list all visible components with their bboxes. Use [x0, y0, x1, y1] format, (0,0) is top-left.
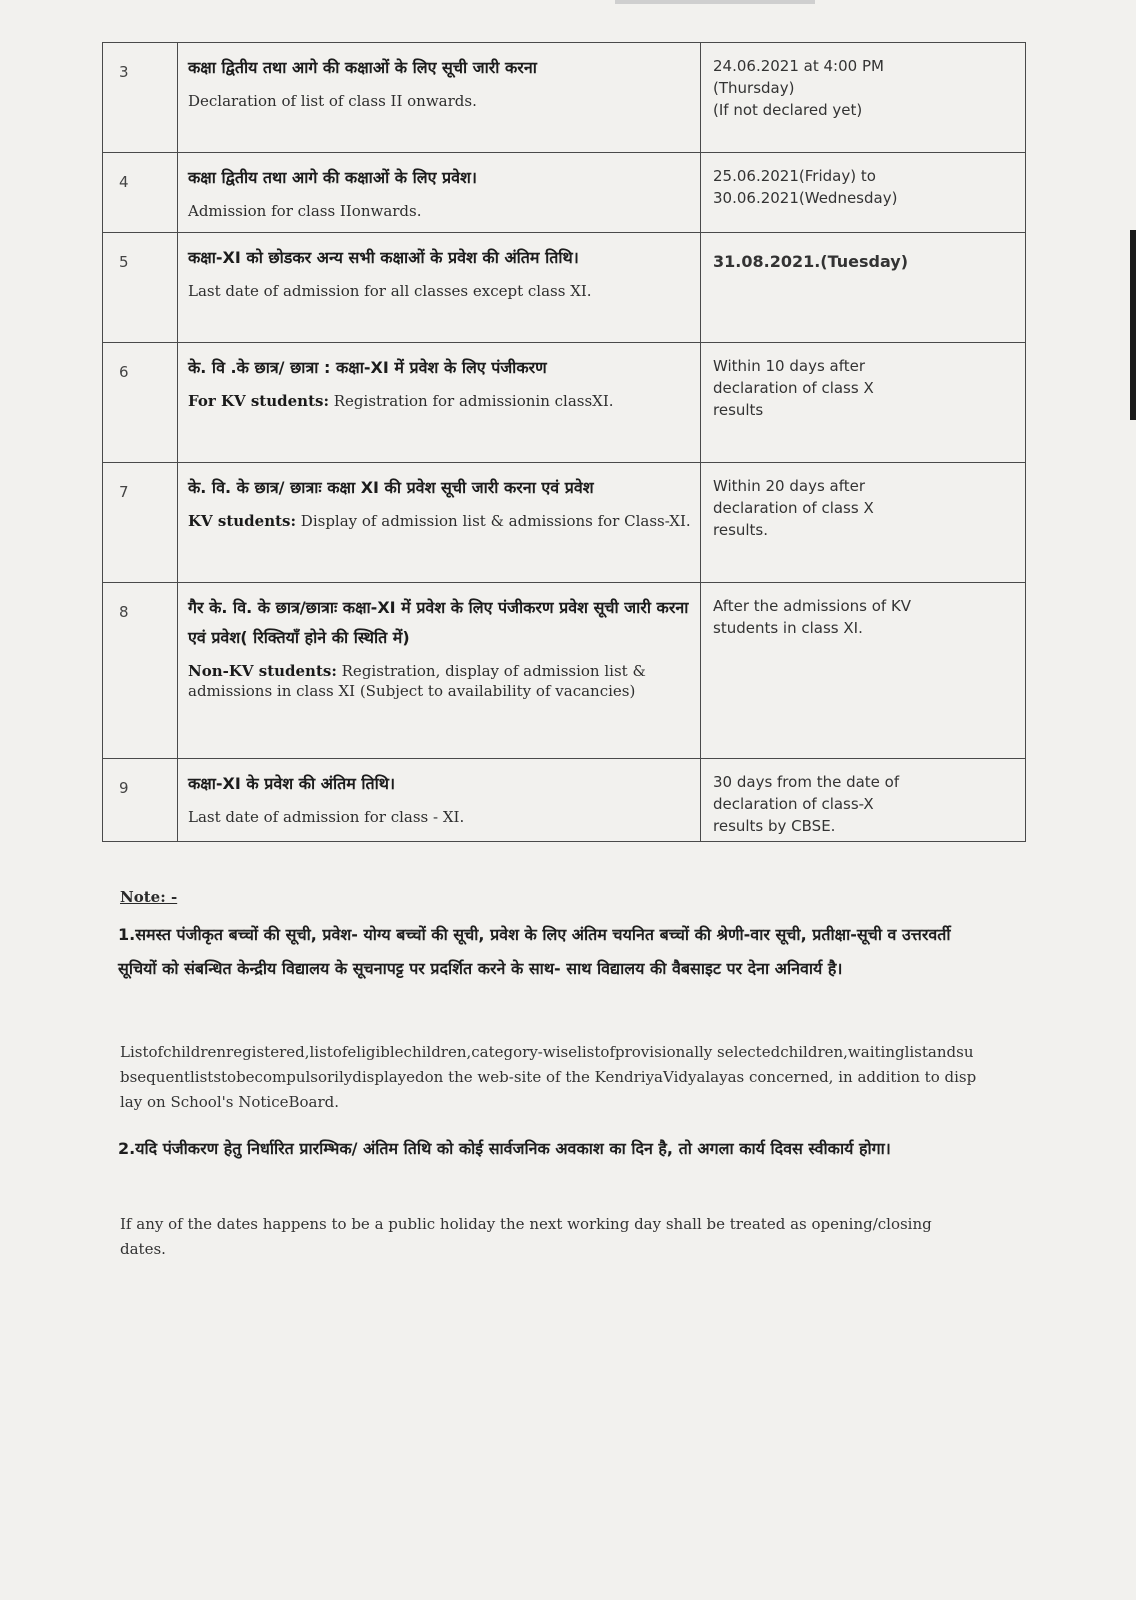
- row-date: [701, 583, 1026, 759]
- date-line: Within 10 days after: [713, 357, 866, 375]
- row-date: [701, 233, 1026, 343]
- row-number: 7: [103, 463, 178, 583]
- date-line: students in class XI.: [713, 619, 863, 637]
- row-date: [701, 153, 1026, 233]
- activity-english: [188, 201, 692, 221]
- activity-hindi: के. वि. के छात्र/ छात्राः कक्षा XI की प्रवेश सूची जारी करना एवं प्रवेश: [188, 478, 594, 497]
- schedule-row: [103, 233, 1026, 343]
- schedule-row: [103, 343, 1026, 463]
- row-number: 3: [103, 43, 178, 153]
- activity-english-text: Registration for admissionin classXI.: [328, 392, 614, 410]
- activity-english-label: For KV students:: [188, 392, 329, 410]
- schedule-row: [103, 583, 1026, 759]
- row-number: 9: [103, 759, 178, 842]
- activity-english-text: Last date of admission for all classes except class XI.: [188, 282, 592, 300]
- row-activity: [178, 233, 701, 343]
- activity-hindi: के. वि .के छात्र/ छात्रा : कक्षा-XI में प्रवेश के लिए पंजीकरण: [188, 358, 547, 377]
- activity-english: [188, 91, 692, 111]
- activity-english: [188, 661, 692, 701]
- row-date: [701, 759, 1026, 842]
- activity-hindi: कक्षा-XI को छोडकर अन्य सभी कक्षाओं के प्रवेश की अंतिम तिथि।: [188, 248, 579, 267]
- activity-hindi: कक्षा-XI के प्रवेश की अंतिम तिथि।: [188, 774, 396, 793]
- activity-english-text: Last date of admission for class - XI.: [188, 808, 465, 826]
- date-line: 25.06.2021(Friday) to: [713, 167, 876, 185]
- row-activity: [178, 463, 701, 583]
- row-activity: [178, 759, 701, 842]
- row-date: [701, 463, 1026, 583]
- activity-hindi: गैर के. वि. के छात्र/छात्राः कक्षा-XI में प्रवेश के लिए पंजीकरण प्रवेश सूची जारी करना एवं प्रवेश( रिक्तियाँ होने की स्थिति में): [188, 598, 689, 647]
- activity-hindi: कक्षा द्वितीय तथा आगे की कक्षाओं के लिए सूची जारी करना: [188, 58, 537, 77]
- scan-artifact-line: [615, 0, 815, 4]
- date-line: After the admissions of KV: [713, 597, 912, 615]
- activity-english-text: Declaration of list of class II onwards.: [188, 92, 477, 110]
- date-line: 30.06.2021(Wednesday): [713, 189, 898, 207]
- note-2-hindi: 2.यदि पंजीकरण हेतु निर्धारित प्रारम्भिक/ अंतिम तिथि को कोई सार्वजनिक अवकाश का दिन है, तो अगला कार्य दिवस स्वीकार्य होगा।: [118, 1139, 891, 1158]
- row-activity: [178, 343, 701, 463]
- row-number: 6: [103, 343, 178, 463]
- date-line: declaration of class X: [713, 379, 874, 397]
- activity-english-text: Registration, display of admission list & admissions in class XI (Subject to availability of vacancies): [188, 662, 646, 700]
- row-activity: [178, 153, 701, 233]
- note-1-hindi: 1.समस्त पंजीकृत बच्चों की सूची, प्रवेश- योग्य बच्चों की सूची, प्रवेश के लिए अंतिम चयनित बच्चों की श्रेणी-वार सूची, प्रतीक्षा-सूची व उत्तरवर्ती सूचियों को संबन्धित केन्द्रीय विद्यालय के सूचनापट्ट पर प्रदर्शित करने के साथ- साथ विद्यालय की वैबसाइट पर देना अनिवार्य है।: [118, 925, 951, 978]
- activity-english-label: KV students:: [188, 512, 297, 530]
- date-line: 24.06.2021 at 4:00 PM: [713, 57, 884, 75]
- activity-english: [188, 281, 692, 301]
- admission-schedule-table: [102, 42, 1026, 842]
- activity-english-label: Non-KV students:: [188, 662, 337, 680]
- schedule-row: [103, 759, 1026, 842]
- date-line: results.: [713, 521, 769, 539]
- scan-edge-mark: [1130, 230, 1136, 420]
- activity-english: [188, 391, 692, 411]
- row-date: [701, 43, 1026, 153]
- schedule-row: [103, 43, 1026, 153]
- activity-english: [188, 511, 692, 531]
- date-line: declaration of class X: [713, 499, 874, 517]
- date-line: declaration of class-X: [713, 795, 874, 813]
- row-number: 8: [103, 583, 178, 759]
- activity-english-text: Display of admission list & admissions for Class-XI.: [296, 512, 691, 530]
- date-line: Within 20 days after: [713, 477, 866, 495]
- note-2-english: If any of the dates happens to be a public holiday the next working day shall be treated as opening/closing dates.: [120, 1215, 932, 1258]
- note-1-english: Listofchildrenregistered,listofeligiblechildren,category-wiselistofprovisionally selectedchildren,waitinglistandsubsequentliststobecompulsorilydisplayedon the web-site of the KendriyaVidyalayas concerned, in addition to display on School's NoticeBoard.: [120, 1043, 977, 1111]
- activity-english-text: Admission for class IIonwards.: [188, 202, 422, 220]
- schedule-row: [103, 153, 1026, 233]
- date-line: 31.08.2021.(Tuesday): [713, 252, 909, 271]
- activity-hindi: कक्षा द्वितीय तथा आगे की कक्षाओं के लिए प्रवेश।: [188, 168, 477, 187]
- row-date: [701, 343, 1026, 463]
- row-number: 4: [103, 153, 178, 233]
- row-activity: [178, 583, 701, 759]
- note-title: Note: -: [120, 888, 178, 906]
- activity-english: [188, 807, 692, 827]
- date-line: (Thursday): [713, 79, 795, 97]
- row-number: 5: [103, 233, 178, 343]
- schedule-row: [103, 463, 1026, 583]
- row-activity: [178, 43, 701, 153]
- date-line: (If not declared yet): [713, 101, 863, 119]
- date-line: results by CBSE.: [713, 817, 836, 835]
- date-line: results: [713, 401, 764, 419]
- date-line: 30 days from the date of: [713, 773, 900, 791]
